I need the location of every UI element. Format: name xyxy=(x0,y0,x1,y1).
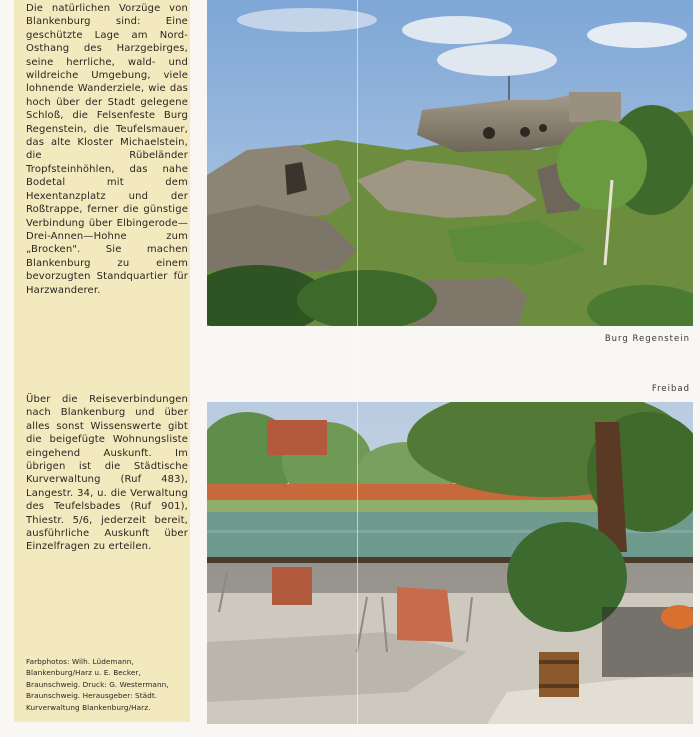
burg-regenstein-caption: Burg Regenstein xyxy=(604,334,690,344)
freibad-photo xyxy=(207,402,693,724)
credits-text: Farbphotos: Wilh. Lüdemann, Blankenburg/Harz u. E. Becker, Braunschweig. Druck: G. Westermann, Braunschweig. Herausgeber: Städt. Kurverwaltung Blankenburg/Harz. xyxy=(26,657,169,712)
burg-regenstein-photo xyxy=(207,0,693,326)
intro-paragraph: Die natürlichen Vorzüge von Blankenburg sind: Eine geschützte Lage am Nord-Osthang des Harzgebirges, seine herrliche, wald- und wildreiche Umgebung, viele lohnende Wanderziele, wie das hoch über der Stadt gelegene Schloß, die Felsenfeste Burg Regenstein, die Teufelsmauer, das alte Kloster Michaelstein, die Rübeländer Tropfsteinhöhlen, das nahe Bodetal mit dem Hexentanzplatz und der Roßtrappe, ferner die günstige Verbindung über Elbingerode—Drei-Annen—Hohne zum „Brocken". Sie machen Blankenburg zu einem bevorzugten Standquartier für Harzwanderer. xyxy=(26,3,188,296)
info-paragraph: Über die Reiseverbindungen nach Blankenburg und über alles sonst Wissenswerte gibt die beigefügte Wohnungsliste eingehend Auskunft. Im übrigen ist die Städtische Kurverwaltung (Ruf 483), Langestr. 34, u. die Verwaltung des Teufelsbades (Ruf 901), Thiestr. 5/6, jederzeit bereit, ausführliche Auskunft über Einzelfragen zu erteilen. xyxy=(26,394,188,553)
text-column xyxy=(14,0,190,722)
freibad-caption: Freibad xyxy=(651,384,690,394)
paper-fold xyxy=(357,0,358,737)
